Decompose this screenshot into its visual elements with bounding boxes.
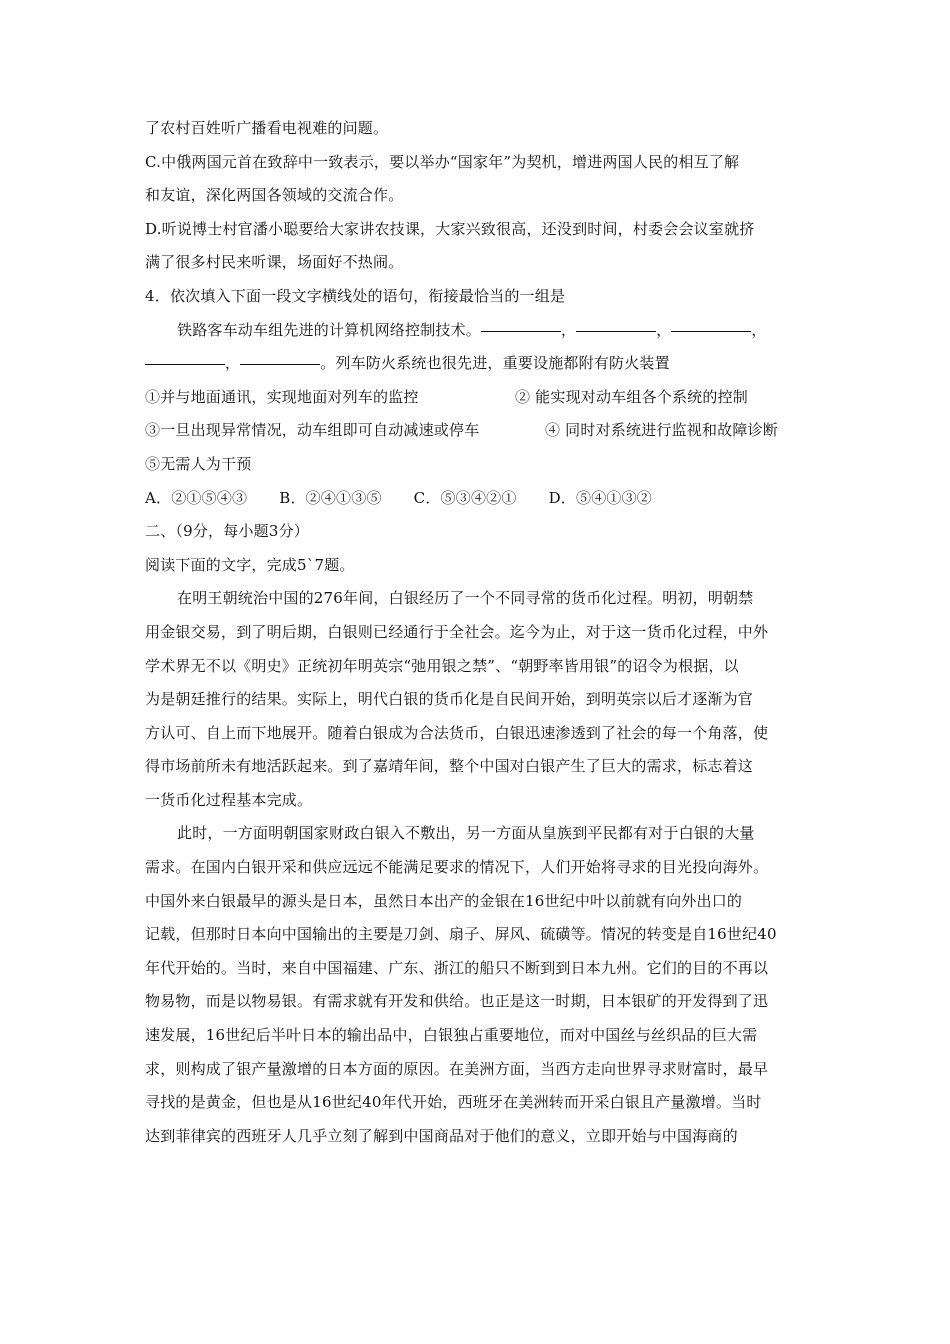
question-4-passage-line-1 bbox=[145, 314, 805, 348]
passage-p1-line: 一货币化过程基本完成。 bbox=[145, 790, 313, 809]
passage-p1-line: 方认可、自上而下地展开。随着白银成为合法货币，白银迅速渗透到了社会的每一个角落，使 bbox=[145, 723, 769, 742]
passage-p2-line: 物易物，而是以物易银。有需求就有开发和供给。也正是这一时期，日本银矿的开发得到了迅 bbox=[145, 992, 769, 1011]
blank-5 bbox=[240, 363, 320, 365]
option-c: C．⑤③④②① bbox=[413, 488, 517, 507]
question-4-options bbox=[145, 482, 805, 516]
blank-1 bbox=[481, 330, 561, 332]
page-content bbox=[145, 112, 805, 1153]
passage-p1-line: 在明王朝统治中国的276年间，白银经历了一个不同寻常的货币化过程。明初，明朝禁 bbox=[177, 589, 754, 608]
passage-p1-line: 学术界无不以《明史》正统初年明英宗“弛用银之禁”、“朝野率皆用银”的诏令为根据，以 bbox=[145, 656, 739, 675]
passage-p1-line: 得市场前所未有地活跃起来。到了嘉靖年间，整个中国对白银产生了巨大的需求，标志着这 bbox=[145, 757, 754, 776]
separator: ， bbox=[656, 320, 672, 339]
option-b-continuation: 了农村百姓听广播看电视难的问题。 bbox=[145, 119, 389, 137]
passage-p2-line: 速发展，16世纪后半叶日本的输出品中，白银独占重要地位，而对中国丝与丝织品的巨大需 bbox=[145, 1026, 758, 1045]
item-4: ④ 同时对系统进行监视和故障诊断 bbox=[545, 421, 778, 440]
item-2: ② 能实现对动车组各个系统的控制 bbox=[515, 387, 748, 406]
passage-p2-line: 达到菲律宾的西班牙人几乎立刻了解到中国商品对于他们的意义，立即开始与中国海商的 bbox=[145, 1126, 738, 1145]
blank-3 bbox=[671, 330, 751, 332]
passage-p2-line: 记载，但那时日本向中国输出的主要是刀剑、扇子、屏风、硫磺等。情况的转变是自16世纪40 bbox=[145, 925, 777, 944]
separator: ， bbox=[561, 320, 577, 339]
blank-4 bbox=[145, 363, 225, 365]
separator: ， bbox=[751, 320, 767, 339]
option-c-line-2: 和友谊，深化两国各领域的交流合作。 bbox=[145, 186, 404, 205]
passage-p2-line: 中国外来白银最早的源头是日本，虽然日本出产的金银在16世纪中叶以前就有向外出口的 bbox=[145, 891, 743, 910]
question-4-stem: 4．依次填入下面一段文字横线处的语句，衔接最恰当的一组是 bbox=[145, 286, 566, 305]
passage-p2-line: 需求。在国内白银开采和供应远远不能满足要求的情况下，人们开始将寻求的目光投向海外。 bbox=[145, 858, 769, 877]
section-2-instruction: 阅读下面的文字，完成5`7题。 bbox=[145, 555, 355, 574]
passage-p2-line: 年代开始的。当时，来自中国福建、广东、浙江的船只不断到到日本九州。它们的目的不再以 bbox=[145, 958, 769, 977]
passage-p1-line: 为是朝廷推行的结果。实际上，明代白银的货币化是自民间开始，到明英宗以后才逐渐为官 bbox=[145, 690, 754, 709]
item-3: ③一旦出现异常情况，动车组即可自动减速或停车 bbox=[145, 421, 480, 440]
question-4-passage-line-2 bbox=[145, 347, 805, 381]
passage-end-text: 。列车防火系统也很先进，重要设施都附有防火装置 bbox=[320, 354, 670, 373]
passage-p2-line: 求，则构成了银产量激增的日本方面的原因。在美洲方面，当西方走向世界寻求财富时，最早 bbox=[145, 1059, 769, 1078]
item-1: ①并与地面通讯，实现地面对列车的监控 bbox=[145, 387, 419, 406]
passage-p1-line: 用金银交易，到了明后期，白银则已经通行于全社会。迄今为止，对于这一货币化过程，中外 bbox=[145, 622, 769, 641]
blank-2 bbox=[576, 330, 656, 332]
option-d-line-2: 满了很多村民来听课，场面好不热闹。 bbox=[145, 253, 404, 272]
option-c-line-1: C.中俄两国元首在致辞中一致表示，要以举办“国家年”为契机，增进两国人民的相互了解 bbox=[145, 152, 740, 171]
option-b: B．②④①③⑤ bbox=[279, 488, 382, 507]
separator: ， bbox=[225, 354, 241, 373]
passage-start-text: 铁路客车动车组先进的计算机网络控制技术。 bbox=[177, 320, 482, 339]
section-2-heading: 二、（9分，每小题3分） bbox=[145, 522, 309, 541]
question-4-items-row-1 bbox=[145, 381, 805, 415]
passage-p2-line: 寻找的是黄金，但也是从16世纪40年代开始，西班牙在美洲转而开采白银且产量激增。当时 bbox=[145, 1093, 762, 1112]
item-5: ⑤无需人为干预 bbox=[145, 454, 252, 473]
option-a: A．②①⑤④③ bbox=[145, 488, 248, 507]
option-d: D．⑤④①③② bbox=[548, 488, 652, 507]
question-4-items-row-2 bbox=[145, 414, 805, 448]
option-d-line-1: D.听说博士村官潘小聪要给大家讲农技课，大家兴致很高，还没到时间，村委会会议室就挤 bbox=[145, 219, 755, 238]
passage-p2-line: 此时，一方面明朝国家财政白银入不敷出，另一方面从皇族到平民都有对于白银的大量 bbox=[177, 824, 755, 843]
